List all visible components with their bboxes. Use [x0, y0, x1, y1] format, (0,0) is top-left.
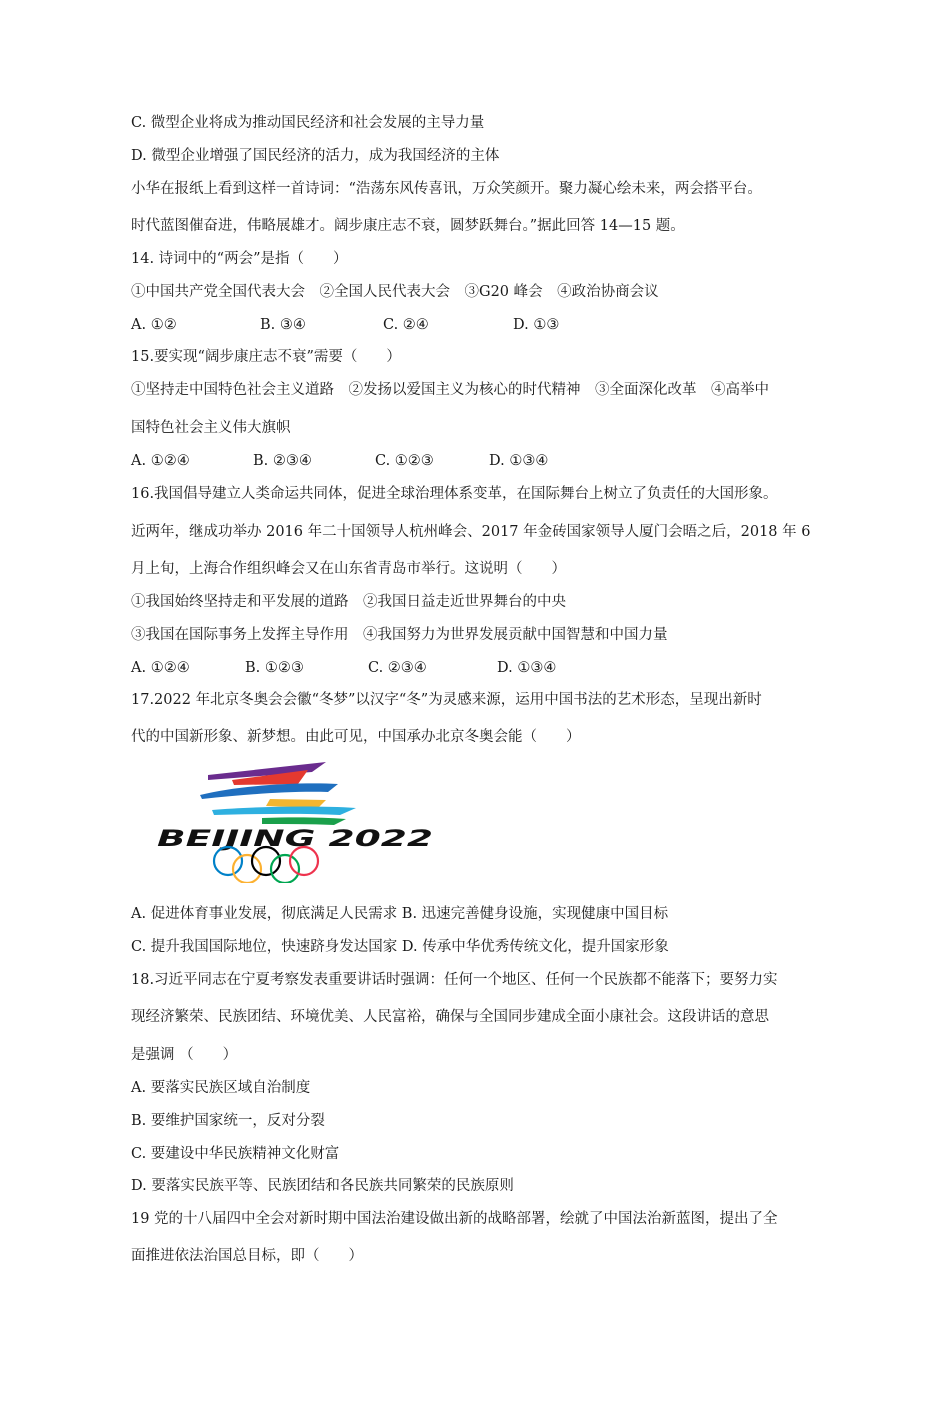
q14-option-d: D. ①③ — [513, 317, 560, 333]
q14-option-b: B. ③④ — [260, 317, 306, 333]
q14-option-c: C. ②④ — [383, 317, 429, 333]
emblem-stroke-cyan — [212, 807, 356, 815]
q16-option-a: A. ①②④ — [131, 660, 190, 676]
q16-stem-line-1: 16.我国倡导建立人类命运共同体，促进全球治理体系变革，在国际舞台上树立了负责任的大国形象。 — [131, 486, 778, 502]
q15-option-a: A. ①②④ — [131, 453, 190, 469]
emblem-stroke-green — [262, 817, 346, 825]
q15-stem: 15.要实现“阔步康庄志不衰”需要（ ） — [131, 349, 401, 365]
olympic-ring-yellow — [233, 855, 261, 883]
q14-stem: 14. 诗词中的“两会”是指（ ） — [131, 251, 348, 267]
q16-options — [131, 658, 556, 678]
q17-options-line-2: C. 提升我国国际地位，快速跻身发达国家 D. 传承中华优秀传统文化，提升国家形象 — [131, 939, 669, 955]
q17-stem-line-2: 代的中国新形象、新梦想。由此可见，中国承办北京冬奥会能（ ） — [131, 729, 581, 745]
q14-statements: ①中国共产党全国代表大会 ②全国人民代表大会 ③G20 峰会 ④政治协商会议 — [131, 284, 659, 300]
q15-option-c: C. ①②③ — [375, 453, 434, 469]
poem-intro-line-1: 小华在报纸上看到这样一首诗词：“浩荡东风传喜讯，万众笑颜开。聚力凝心绘未来，两会搭平台。 — [131, 181, 762, 197]
q14-option-a: A. ①② — [131, 317, 177, 333]
q18-option-a: A. 要落实民族区域自治制度 — [131, 1080, 311, 1096]
q16-stem-line-3: 月上旬，上海合作组织峰会又在山东省青岛市举行。这说明（ ） — [131, 561, 566, 577]
q16-statements-line-1: ①我国始终坚持走和平发展的道路 ②我国日益走近世界舞台的中央 — [131, 594, 566, 610]
q16-statements-line-2: ③我国在国际事务上发挥主导作用 ④我国努力为世界发展贡献中国智慧和中国力量 — [131, 627, 668, 643]
q17-stem-line-1: 17.2022 年北京冬奥会会徽“冬梦”以汉字“冬”为灵感来源，运用中国书法的艺术形态，呈现出新时 — [131, 692, 762, 708]
q18-stem-line-3: 是强调 （ ） — [131, 1047, 238, 1063]
olympic-ring-green — [271, 855, 299, 883]
q14-options — [131, 315, 559, 335]
q16-option-b: B. ①②③ — [245, 660, 304, 676]
q16-option-d: D. ①③④ — [497, 660, 557, 676]
poem-intro-line-2: 时代蓝图催奋进，伟略展雄才。阔步康庄志不衰，圆梦跃舞台。”据此回答 14—15 题。 — [131, 218, 685, 234]
emblem-wordmark: BEIJING 2022 — [157, 827, 433, 852]
q18-stem-line-2: 现经济繁荣、民族团结、环境优美、人民富裕，确保与全国同步建成全面小康社会。这段讲话的意思 — [131, 1009, 769, 1025]
q15-statements-line-1: ①坚持走中国特色社会主义道路 ②发扬以爱国主义为核心的时代精神 ③全面深化改革 ④高举中 — [131, 382, 769, 398]
q15-statements-line-2: 国特色社会主义伟大旗帜 — [131, 420, 291, 436]
q19-stem-line-1: 19 党的十八届四中全会对新时期中国法治建设做出新的战略部署，绘就了中国法治新蓝图，提出了全 — [131, 1211, 778, 1227]
olympic-rings — [214, 847, 318, 883]
q15-option-d: D. ①③④ — [489, 453, 549, 469]
q13-option-c: C. 微型企业将成为推动国民经济和社会发展的主导力量 — [131, 115, 485, 131]
emblem-stroke-blue — [200, 783, 338, 799]
q16-option-c: C. ②③④ — [368, 660, 427, 676]
q13-option-d: D. 微型企业增强了国民经济的活力，成为我国经济的主体 — [131, 148, 500, 164]
q18-option-d: D. 要落实民族平等、民族团结和各民族共同繁荣的民族原则 — [131, 1178, 514, 1194]
q18-stem-line-1: 18.习近平同志在宁夏考察发表重要讲话时强调：任何一个地区、任何一个民族都不能落下；要努力实 — [131, 972, 778, 988]
q15-options — [131, 451, 548, 471]
beijing-2022-emblem — [150, 758, 440, 883]
q16-stem-line-2: 近两年，继成功举办 2016 年二十国领导人杭州峰会、2017 年金砖国家领导人厦门会晤之后，2018 年 6 — [131, 524, 811, 540]
q15-option-b: B. ②③④ — [253, 453, 312, 469]
q17-options-line-1: A. 促进体育事业发展，彻底满足人民需求 B. 迅速完善健身设施，实现健康中国目标 — [131, 906, 669, 922]
q19-stem-line-2: 面推进依法治国总目标，即（ ） — [131, 1248, 363, 1264]
q18-option-b: B. 要维护国家统一，反对分裂 — [131, 1113, 325, 1129]
q18-option-c: C. 要建设中华民族精神文化财富 — [131, 1146, 340, 1162]
